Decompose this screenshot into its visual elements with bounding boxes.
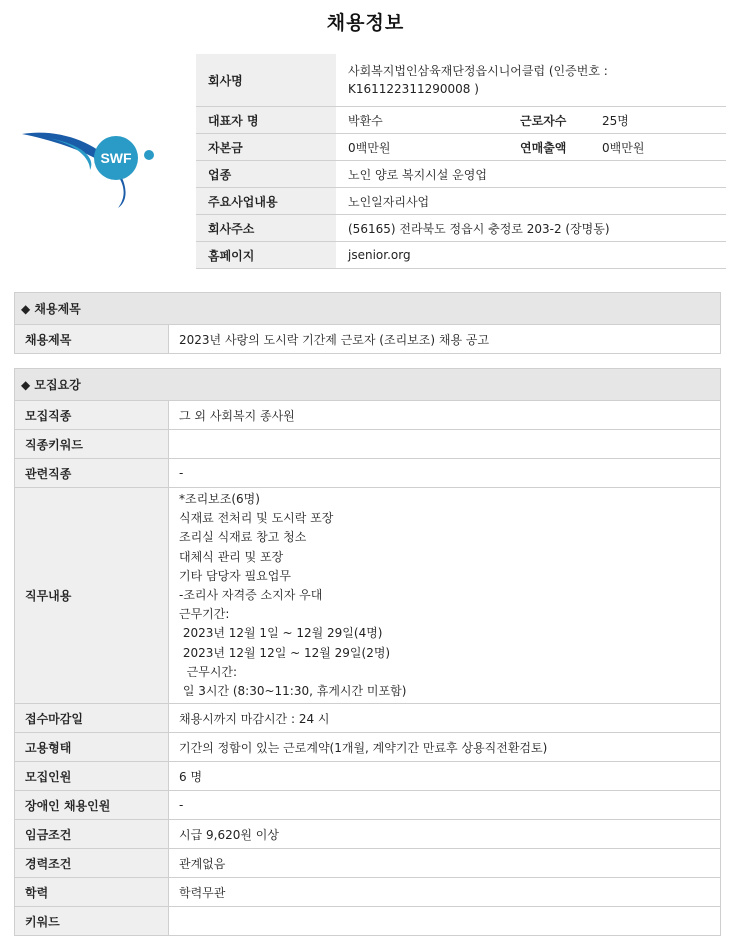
company-info-table <box>196 54 726 269</box>
row-label: 직종키워드 <box>15 430 169 459</box>
sales-value: 0백만원 <box>590 134 726 161</box>
duty-row <box>15 488 721 704</box>
row-label: 키워드 <box>15 907 169 936</box>
ceo-value: 박환수 <box>336 107 508 134</box>
row-value: 학력무관 <box>169 878 721 907</box>
table-row <box>15 459 721 488</box>
sales-label: 연매출액 <box>508 134 590 161</box>
duty-label: 직무내용 <box>15 488 169 704</box>
recruit-section <box>14 368 721 936</box>
duty-line: 식재료 전처리 및 도시락 포장 <box>179 511 334 526</box>
row-label: 장애인 채용인원 <box>15 791 169 820</box>
row-value <box>169 907 721 936</box>
homepage-link[interactable]: jsenior.org <box>336 242 726 269</box>
workers-value: 25명 <box>590 107 726 134</box>
table-row <box>15 704 721 733</box>
address-value: (56165) 전라북도 정읍시 충정로 203-2 (장명동) <box>336 215 726 242</box>
table-row <box>15 849 721 878</box>
row-label: 임금조건 <box>15 820 169 849</box>
industry-value: 노인 양로 복지시설 운영업 <box>336 161 726 188</box>
ceo-label: 대표자 명 <box>196 107 336 134</box>
table-row <box>15 791 721 820</box>
table-row <box>15 401 721 430</box>
business-label: 주요사업내용 <box>196 188 336 215</box>
row-label: 학력 <box>15 878 169 907</box>
company-name-label: 회사명 <box>196 54 336 107</box>
row-label: 경력조건 <box>15 849 169 878</box>
duty-line: 기타 담당자 필요업무 <box>179 568 291 583</box>
capital-label: 자본금 <box>196 134 336 161</box>
table-row <box>15 733 721 762</box>
table-row <box>15 907 721 936</box>
row-label: 접수마감일 <box>15 704 169 733</box>
table-row <box>15 878 721 907</box>
recruit-header: ◆ 모집요강 <box>15 369 721 401</box>
job-title-section <box>14 292 721 354</box>
duty-content <box>169 488 721 704</box>
row-value: 관계없음 <box>169 849 721 878</box>
duty-line: 근무시간: <box>179 664 238 679</box>
row-value: 기간의 정함이 있는 근로계약(1개월, 계약기간 만료후 상용직전환검토) <box>169 733 721 762</box>
row-value: 채용시까지 마감시간 : 24 시 <box>169 704 721 733</box>
row-value <box>169 430 721 459</box>
row-value: 시급 9,620원 이상 <box>169 820 721 849</box>
duty-line: 일 3시간 (8:30~11:30, 휴게시간 미포함) <box>179 684 407 699</box>
workers-label: 근로자수 <box>508 107 590 134</box>
row-label: 관련직종 <box>15 459 169 488</box>
row-label: 모집직종 <box>15 401 169 430</box>
duty-line: 조리실 식재료 창고 청소 <box>179 530 307 545</box>
row-value: - <box>169 459 721 488</box>
row-label: 고용형태 <box>15 733 169 762</box>
table-row <box>15 430 721 459</box>
industry-label: 업종 <box>196 161 336 188</box>
row-value: 6 명 <box>169 762 721 791</box>
job-title-header: ◆ 채용제목 <box>15 293 721 325</box>
address-label: 회사주소 <box>196 215 336 242</box>
logo-text: SWF <box>100 150 132 166</box>
table-row <box>15 762 721 791</box>
job-title-value: 2023년 사랑의 도시락 기간제 근로자 (조리보조) 채용 공고 <box>169 325 721 354</box>
logo-dot <box>144 150 154 160</box>
job-title-label: 채용제목 <box>15 325 169 354</box>
duty-line: *조리보조(6명) <box>179 492 260 506</box>
duty-line: 대체식 관리 및 포장 <box>179 549 284 564</box>
row-value: - <box>169 791 721 820</box>
company-name-value: 사회복지법인삼육재단정읍시니어클럽 (인증번호 : K161122311290008 ) <box>336 54 726 107</box>
business-value: 노인일자리사업 <box>336 188 726 215</box>
homepage-label: 홈페이지 <box>196 242 336 269</box>
row-label: 모집인원 <box>15 762 169 791</box>
duty-line: 2023년 12월 1일 ~ 12월 29일(4명) <box>179 626 383 641</box>
row-value: 그 외 사회복지 종사원 <box>169 401 721 430</box>
swf-logo <box>18 122 168 212</box>
duty-line: 근무기간: <box>179 607 230 622</box>
duty-line: -조리사 자격증 소지자 우대 <box>179 588 323 603</box>
duty-line: 2023년 12월 12일 ~ 12월 29일(2명) <box>179 645 391 660</box>
table-row <box>15 820 721 849</box>
page-title: 채용정보 <box>326 12 405 34</box>
capital-value: 0백만원 <box>336 134 508 161</box>
